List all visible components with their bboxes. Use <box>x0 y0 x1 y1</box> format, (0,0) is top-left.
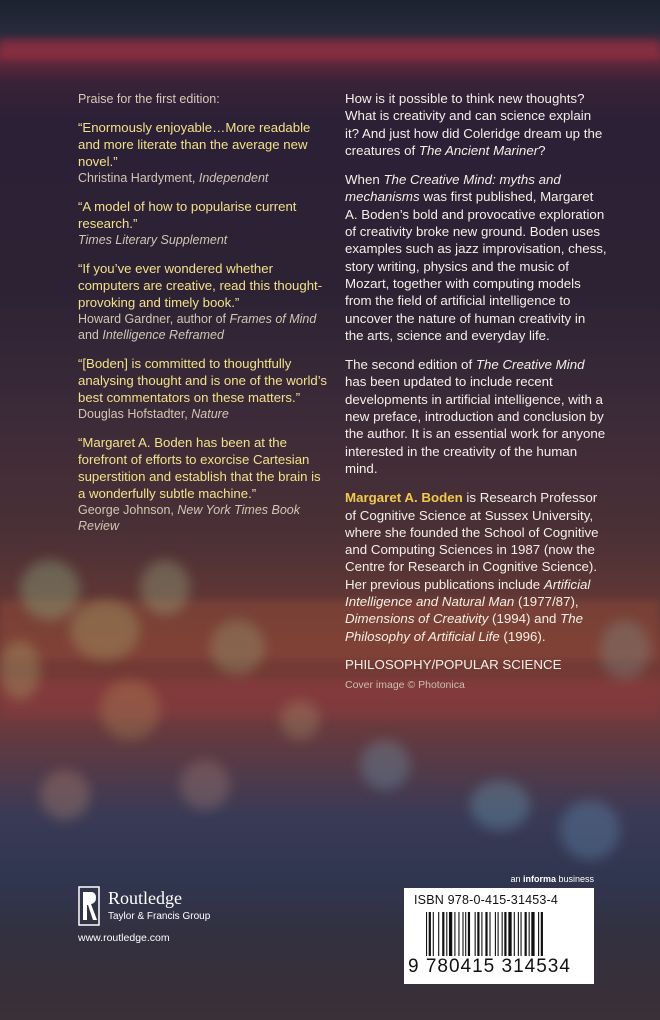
barcode-bar <box>426 912 427 956</box>
informa-tagline: an informa business <box>510 874 594 884</box>
bokeh-light <box>560 800 620 860</box>
bokeh-light <box>600 620 650 680</box>
bokeh-light <box>180 760 230 810</box>
barcode-bar <box>465 912 466 956</box>
subject-category: PHILOSOPHY/POPULAR SCIENCE <box>345 656 562 672</box>
praise-quote <box>78 260 328 343</box>
barcode-bar <box>508 912 511 956</box>
bokeh-light <box>470 780 530 830</box>
barcode-bar <box>429 912 431 956</box>
barcode-bar <box>495 912 496 956</box>
bokeh-light <box>100 680 160 740</box>
bokeh-light <box>210 620 265 675</box>
barcode-bar <box>531 912 534 956</box>
quote-text: “[Boden] is committed to thoughtfully analysing thought and is one of the world’s best commentators on these matters.” <box>78 356 328 405</box>
author-bio: Margaret A. Boden is Research Professor of Cognitive Science at Sussex University, where she founded the School of Cognitive and Computing Sciences in 1987 (now the Centre for Research in Cognitive Science). Her previous publications include Artificial Intelligence and Natural Man (1977/87), Dimensions of Creativity (1994) and The Philosophy of Artificial Life (1996). <box>345 490 599 644</box>
publisher-group: Taylor & Francis Group <box>108 911 211 922</box>
barcode-bar <box>454 912 455 956</box>
bokeh-light <box>40 770 90 820</box>
barcode-bar <box>475 912 476 956</box>
bokeh-light <box>280 700 320 740</box>
bokeh-light <box>360 740 410 790</box>
bokeh-light <box>0 640 40 700</box>
barcode-bar <box>518 912 519 956</box>
blurb-paragraph-1: How is it possible to think new thoughts? What is creativity and can science explain it? And just how did Coleridge dream up the creatures of The Ancient Mariner? <box>345 91 603 158</box>
barcode-bar <box>498 912 499 956</box>
barcode-bar <box>485 912 487 956</box>
isbn-barcode <box>404 888 594 984</box>
barcode-bar <box>525 912 527 956</box>
blurb-paragraph-3: The second edition of The Creative Mind has been updated to include recent developments in artificial intelligence, with a new preface, introduction and conclusion by the author. It is an essential work for anyone interested in the creativity of the human mind. <box>345 357 606 476</box>
quote-text: “If you’ve ever wondered whether computers are creative, read this thought-provoking and timely book.” <box>78 261 323 310</box>
isbn-label: ISBN 978-0-415-31453-4 <box>414 893 559 907</box>
blurb-column <box>345 90 607 691</box>
bokeh-light <box>20 560 80 620</box>
barcode-bar <box>529 912 530 956</box>
cover-credit: Cover image © Photonica <box>345 678 465 691</box>
barcode-bars <box>426 912 586 962</box>
barcode-bar <box>468 912 470 956</box>
barcode-bar <box>514 912 515 956</box>
routledge-logo-icon <box>78 886 102 926</box>
barcode-bar <box>433 912 434 956</box>
barcode-bar <box>446 912 447 956</box>
quote-text: “Enormously enjoyable…More readable and more literate than the average new novel.” <box>78 120 311 169</box>
praise-quote <box>78 198 328 248</box>
barcode-bar <box>504 912 506 956</box>
praise-quote <box>78 355 328 422</box>
bokeh-light <box>70 600 140 660</box>
praise-quote <box>78 434 328 534</box>
quote-source: Times Literary Supplement <box>78 233 228 247</box>
barcode-bar <box>502 912 503 956</box>
barcode-bar <box>477 912 479 956</box>
publisher-name: Routledge <box>108 888 182 908</box>
barcode-bar <box>521 912 522 956</box>
quote-text: “A model of how to popularise current research.” <box>78 199 297 231</box>
ean-digits: 9 780415 314534 <box>408 956 571 977</box>
barcode-bar <box>438 912 439 956</box>
quote-source: Howard Gardner, author of Frames of Mind and Intelligence Reframed <box>78 312 317 342</box>
barcode-bar <box>458 912 459 956</box>
quote-source: Christina Hardyment, Independent <box>78 171 269 185</box>
blurb-paragraph-2: When The Creative Mind: myths and mechanisms was first published, Margaret A. Boden’s bold and provocative exploration of creativity broke new ground. Boden uses examples such as jazz improvisation, chess, story writing, physics and the music of Mozart, together with computing models from the field of artificial intelligence to uncover the nature of human creativity in the arts, science and everyday life. <box>345 172 607 343</box>
quote-source: George Johnson, New York Times Book Review <box>78 503 300 533</box>
barcode-bar <box>449 912 452 956</box>
praise-heading: Praise for the first edition: <box>78 92 220 106</box>
barcode-bar <box>442 912 444 956</box>
barcode-bar <box>541 912 543 956</box>
barcode-bar <box>489 912 490 956</box>
barcode-bar <box>462 912 463 956</box>
publisher-url: www.routledge.com <box>78 932 170 944</box>
author-name: Margaret A. Boden <box>345 490 463 506</box>
quote-text: “Margaret A. Boden has been at the forefront of efforts to exorcise Cartesian superstition and establish that the brain is a wonderfully subtle machine.” <box>78 435 321 501</box>
praise-column <box>78 92 328 546</box>
background-band <box>0 40 660 58</box>
quote-source: Douglas Hofstadter, Nature <box>78 407 229 421</box>
praise-quote <box>78 119 328 186</box>
bokeh-light <box>140 560 190 615</box>
barcode-bar <box>538 912 539 956</box>
barcode-bar <box>481 912 482 956</box>
